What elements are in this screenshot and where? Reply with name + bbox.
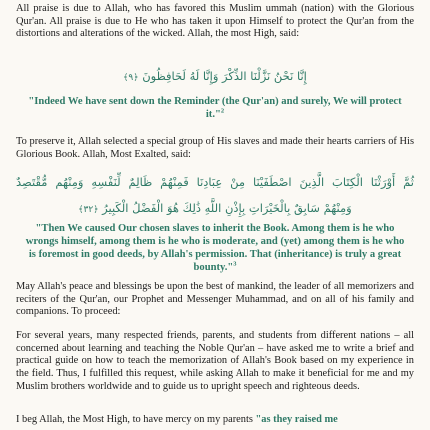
request-paragraph: For several years, many respected friends, parents, and students from different nations – all concerned about learning and teaching the Noble Qur'an – have asked me to write a brief and practical guide on how to teach the memorization of Allah's Book based on my experience in the field. Thus, I fulfilled this request, while asking Allah to make it beneficial for me and my Muslim brothers worldwide and to guide us to upright speech and righteous deeds.: [16, 330, 414, 392]
closing-quote: "as they raised me: [255, 414, 338, 425]
verse-2-translation: [22, 223, 408, 275]
verse-1-translation: [22, 96, 408, 122]
preservation-paragraph: To preserve it, Allah selected a special group of His slaves and made their hearts carriers of His Glorious Book. Allah, Most Exalted, said:: [16, 136, 414, 160]
verse-1-arabic: [16, 68, 414, 86]
ayah-number-marker: ﴿٣٢﴾: [78, 205, 99, 215]
verse-2-arabic-text: وَمِنْهُمْ سَابِقٌ بِالْخَيْرَاتِ بِإِذْنِ اللَّهِ ذَٰلِكَ هُوَ الْفَضْلُ الْكَبِيرُ: [102, 201, 352, 215]
intro-paragraph: All praise is due to Allah, who has favored this Muslim ummah (nation) with the Glorious Qur'an. All praise is due to He who has taken it upon Himself to protect the Qur'an from the distortions and alterations of the wicked. Allah, the most High, said:: [16, 3, 414, 40]
salutation-paragraph: May Allah's peace and blessings be upon the best of mankind, the leader of all memorizers and reciters of the Qur'an, our Prophet and Messenger Muhammad, and on all of his family and companions. To proceed:: [16, 281, 414, 318]
verse-1-translation-text: "Indeed We have sent down the Reminder (the Qur'an) and surely, We will protect it.": [28, 96, 402, 120]
verse-1-arabic-text: إِنَّا نَحْنُ نَزَّلْنَا الذِّكْرَ وَإِنَّا لَهُ لَحَافِظُونَ: [142, 69, 307, 83]
closing-text: I beg Allah, the Most High, to have mercy on my parents: [16, 414, 256, 425]
closing-paragraph: [16, 414, 414, 427]
verse-2-arabic-line-2: [16, 200, 414, 218]
verse-2-translation-text: "Then We caused Our chosen slaves to inherit the Book. Among them is he who wrongs himself, among them is he who is moderate, and (yet) among them is he who is foremost in good deeds, by Allah's permission. That (inheritance) is truly a great bounty.": [25, 223, 405, 273]
footnote-marker: 3: [233, 260, 237, 268]
footnote-marker: 2: [220, 107, 225, 115]
verse-2-arabic-line-1: ثُمَّ أَوْرَثْنَا الْكِتَابَ الَّذِينَ اصْطَفَيْنَا مِنْ عِبَادِنَا فَمِنْهُمْ ظَالِمٌ لِّنَفْسِهِ وَمِنْهُم مُّقْتَصِدٌ: [16, 175, 414, 189]
ayah-number-marker: ﴿٩﴾: [123, 73, 139, 83]
